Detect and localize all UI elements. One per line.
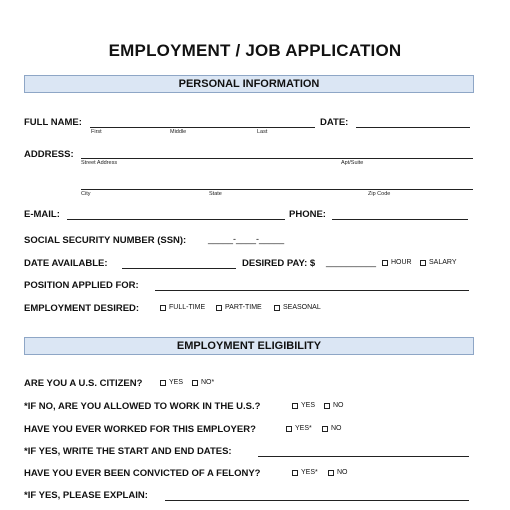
full-name-label: FULL NAME: <box>24 117 82 128</box>
email-field[interactable] <box>67 219 285 220</box>
worked-before-question: HAVE YOU EVER WORKED FOR THIS EMPLOYER? <box>24 424 256 435</box>
allowed-no-checkbox[interactable] <box>324 403 330 409</box>
worked-yes-checkbox[interactable] <box>286 426 292 432</box>
worked-yes-option[interactable]: YES* <box>286 425 312 432</box>
allowed-to-work-question: *IF NO, ARE YOU ALLOWED TO WORK IN THE U.S.? <box>24 401 261 412</box>
allowed-yes-option[interactable]: YES <box>292 402 315 409</box>
position-label: POSITION APPLIED FOR: <box>24 280 139 291</box>
last-sublabel: Last <box>257 129 268 135</box>
salary-checkbox[interactable] <box>420 260 426 266</box>
page-title: EMPLOYMENT / JOB APPLICATION <box>108 41 402 60</box>
city-state-zip-field[interactable] <box>81 189 473 190</box>
desired-pay-field[interactable]: __________ <box>326 257 377 267</box>
state-sublabel: State <box>209 191 222 197</box>
salary-option[interactable]: SALARY <box>420 259 457 266</box>
allowed-yes-checkbox[interactable] <box>292 403 298 409</box>
citizen-yes-checkbox[interactable] <box>160 380 166 386</box>
date-available-label: DATE AVAILABLE: <box>24 258 108 269</box>
seasonal-checkbox[interactable] <box>274 305 280 311</box>
citizen-no-checkbox[interactable] <box>192 380 198 386</box>
citizen-question: ARE YOU A U.S. CITIZEN? <box>24 378 143 389</box>
date-label: DATE: <box>320 117 349 128</box>
felony-no-checkbox[interactable] <box>328 470 334 476</box>
street-address-field[interactable] <box>81 158 473 159</box>
full-time-checkbox[interactable] <box>160 305 166 311</box>
start-end-dates-field[interactable] <box>258 456 469 457</box>
citizen-no-option[interactable]: NO* <box>192 379 214 386</box>
employment-desired-label: EMPLOYMENT DESIRED: <box>24 303 140 314</box>
part-time-checkbox[interactable] <box>216 305 222 311</box>
apt-suite-sublabel: Apt/Suite <box>341 160 364 166</box>
seasonal-option[interactable]: SEASONAL <box>274 304 321 311</box>
first-sublabel: First <box>91 129 102 135</box>
hour-checkbox[interactable] <box>382 260 388 266</box>
explain-label: *IF YES, PLEASE EXPLAIN: <box>24 490 148 501</box>
start-end-dates-label: *IF YES, WRITE THE START AND END DATES: <box>24 446 232 457</box>
part-time-option[interactable]: PART-TIME <box>216 304 262 311</box>
ssn-field[interactable]: _____-____-_____ <box>208 234 285 244</box>
phone-label: PHONE: <box>289 209 326 220</box>
phone-field[interactable] <box>332 219 468 220</box>
address-label: ADDRESS: <box>24 149 74 160</box>
position-field[interactable] <box>155 290 469 291</box>
ssn-label: SOCIAL SECURITY NUMBER (SSN): <box>24 235 187 246</box>
city-sublabel: City <box>81 191 91 197</box>
date-field[interactable] <box>356 127 470 128</box>
citizen-yes-option[interactable]: YES <box>160 379 183 386</box>
full-time-option[interactable]: FULL-TIME <box>160 304 205 311</box>
felony-no-option[interactable]: NO <box>328 469 348 476</box>
middle-sublabel: Middle <box>170 129 187 135</box>
felony-question: HAVE YOU EVER BEEN CONVICTED OF A FELONY? <box>24 468 261 479</box>
zip-code-sublabel: Zip Code <box>368 191 391 197</box>
felony-yes-checkbox[interactable] <box>292 470 298 476</box>
desired-pay-label: DESIRED PAY: $ <box>242 258 316 269</box>
section-header-eligibility: EMPLOYMENT ELIGIBILITY <box>24 337 474 355</box>
email-label: E-MAIL: <box>24 209 60 220</box>
date-available-field[interactable] <box>122 268 236 269</box>
worked-no-option[interactable]: NO <box>322 425 342 432</box>
section-header-personal: PERSONAL INFORMATION <box>24 75 474 93</box>
hour-option[interactable]: HOUR <box>382 259 412 266</box>
full-name-field[interactable] <box>90 127 315 128</box>
allowed-no-option[interactable]: NO <box>324 402 344 409</box>
explain-field[interactable] <box>165 500 469 501</box>
street-address-sublabel: Street Address <box>81 160 118 166</box>
worked-no-checkbox[interactable] <box>322 426 328 432</box>
felony-yes-option[interactable]: YES* <box>292 469 318 476</box>
